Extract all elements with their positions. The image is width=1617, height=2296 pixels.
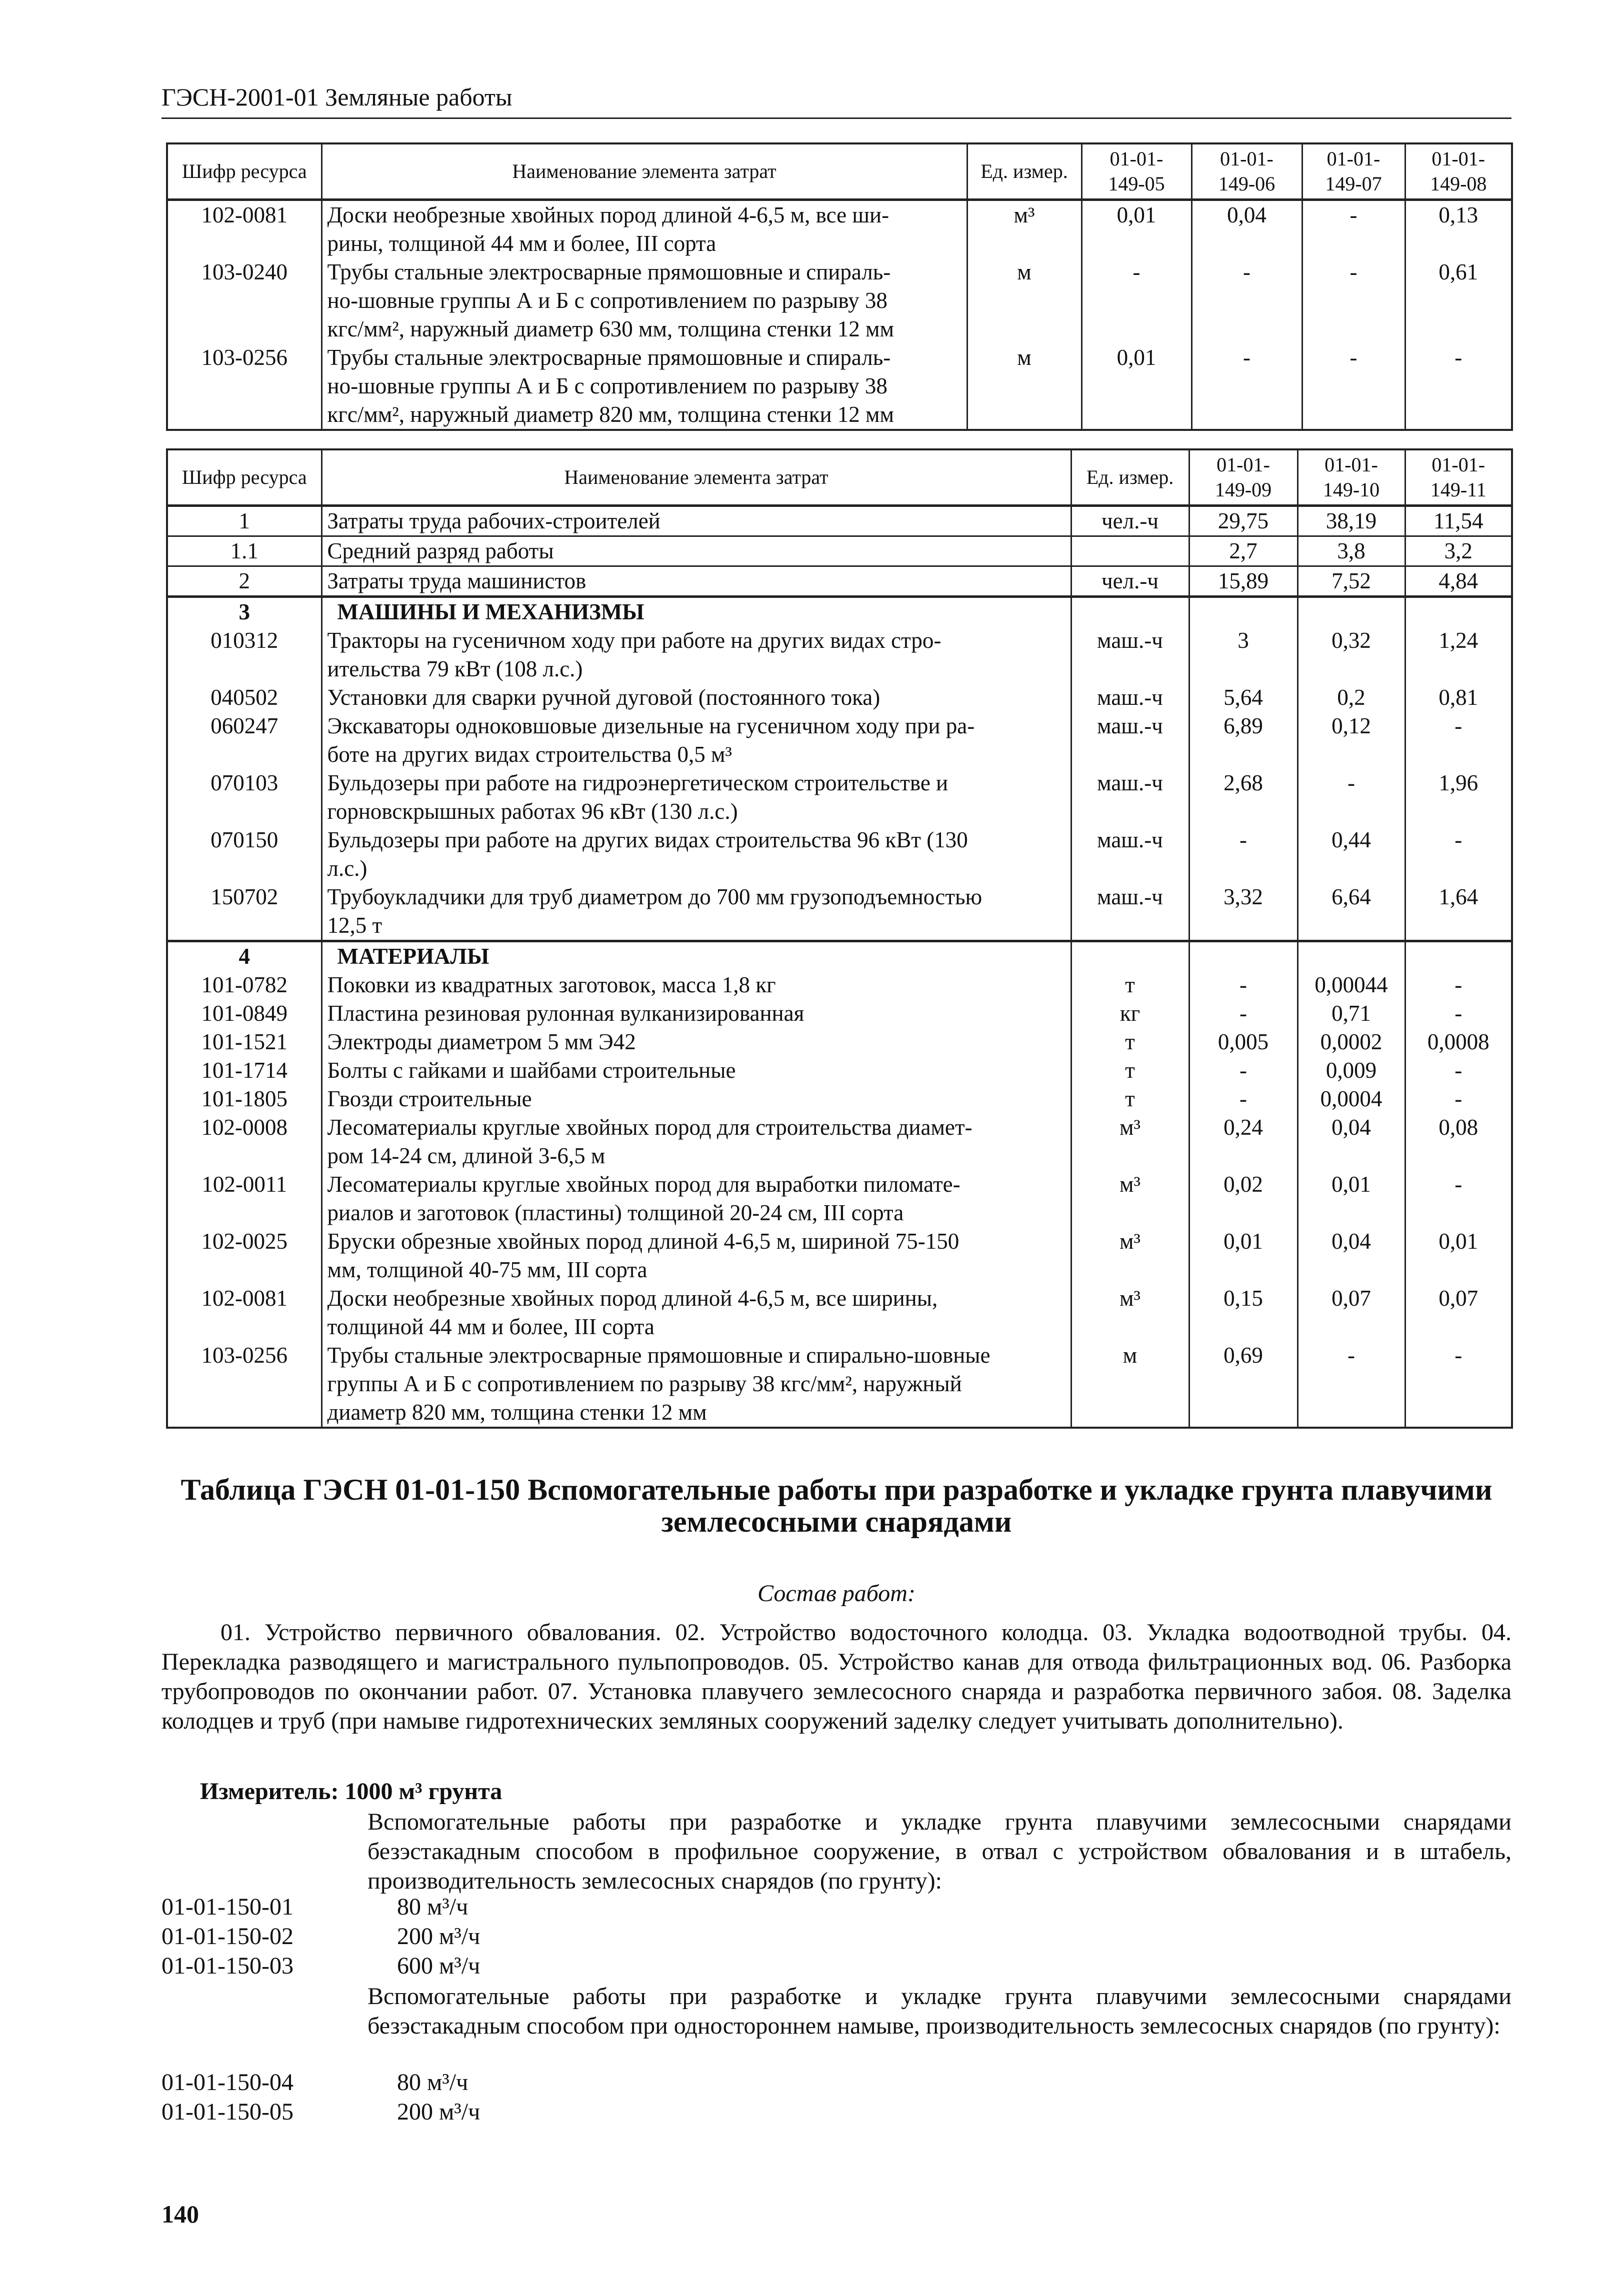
value-cell: - — [1405, 1085, 1512, 1113]
unit: маш.-ч — [1071, 769, 1189, 826]
unit: т — [1071, 1085, 1189, 1113]
value-cell: - — [1298, 769, 1405, 826]
unit: м — [1071, 1341, 1189, 1428]
resource-code: 102-0081 — [167, 1284, 322, 1341]
value-cell: 0,04 — [1192, 200, 1302, 258]
cost-element-name: Поковки из квадратных заготовок, масса 1,8 кг — [322, 971, 1071, 999]
cost-element-name: Трубоукладчики для труб диаметром до 700 мм грузоподъемностью 12,5 т — [322, 883, 1071, 941]
value-cell: 1,96 — [1405, 769, 1512, 826]
norm-code: 01-01-150-04 — [162, 2069, 294, 2096]
unit: маш.-ч — [1071, 883, 1189, 941]
unit: т — [1071, 971, 1189, 999]
cost-element-name: Трубы стальные электросварные прямошовные и спираль- но-шовные группы А и Б с сопротивлением по разрыву 38 кгс/мм², наружный диаметр 630 мм, толщина стенки 12 мм — [322, 258, 967, 343]
unit — [1071, 597, 1189, 627]
table-row — [167, 566, 1512, 597]
value-cell: 0,005 — [1189, 1028, 1298, 1056]
resource-code: 102-0008 — [167, 1113, 322, 1170]
unit: м³ — [1071, 1113, 1189, 1170]
resource-code: 102-0081 — [167, 200, 322, 258]
resource-code: 040502 — [167, 683, 322, 712]
norm-item — [162, 2069, 468, 2096]
value-cell: 0,01 — [1298, 1170, 1405, 1227]
value-cell: - — [1405, 343, 1512, 430]
unit: м — [967, 258, 1082, 343]
value-cell: 29,75 — [1189, 506, 1298, 536]
column-header: 01-01- 149-07 — [1302, 143, 1405, 200]
column-header: 01-01- 149-05 — [1082, 143, 1192, 200]
unit: м³ — [967, 200, 1082, 258]
value-cell: - — [1189, 999, 1298, 1028]
value-cell: - — [1302, 258, 1405, 343]
table-row — [167, 883, 1512, 941]
value-cell — [1405, 941, 1512, 971]
unit: маш.-ч — [1071, 626, 1189, 683]
norm-value: 80 м³/ч — [397, 2069, 468, 2096]
value-cell: 1,64 — [1405, 883, 1512, 941]
norm-item — [162, 1952, 480, 1980]
resource-code: 070150 — [167, 826, 322, 883]
table-row — [167, 343, 1512, 430]
value-cell: - — [1405, 1341, 1512, 1428]
cost-element-name: Доски необрезные хвойных пород длиной 4-6,5 м, все ши- рины, толщиной 44 мм и более, III сорта — [322, 200, 967, 258]
value-cell: 6,89 — [1189, 712, 1298, 769]
norm-code: 01-01-150-03 — [162, 1953, 294, 1979]
value-cell: 0,01 — [1082, 343, 1192, 430]
resource-code: 102-0011 — [167, 1170, 322, 1227]
table-row — [167, 683, 1512, 712]
value-cell: 0,81 — [1405, 683, 1512, 712]
table-row — [167, 712, 1512, 769]
value-cell: - — [1189, 971, 1298, 999]
composition-label: Состав работ: — [758, 1580, 916, 1607]
value-cell: 0,04 — [1298, 1113, 1405, 1170]
value-cell: - — [1405, 1170, 1512, 1227]
value-cell: - — [1192, 258, 1302, 343]
unit: м — [967, 343, 1082, 430]
cost-element-name: Электроды диаметром 5 мм Э42 — [322, 1028, 1071, 1056]
value-cell: 0,12 — [1298, 712, 1405, 769]
column-header: 01-01- 149-08 — [1405, 143, 1512, 200]
value-cell: 0,02 — [1189, 1170, 1298, 1227]
resource-code: 1.1 — [167, 536, 322, 566]
resource-code: 070103 — [167, 769, 322, 826]
value-cell: 7,52 — [1298, 566, 1405, 597]
page-number: 140 — [162, 2200, 199, 2228]
value-cell: 0,32 — [1298, 626, 1405, 683]
norm-code: 01-01-150-02 — [162, 1923, 294, 1950]
table-row — [167, 1056, 1512, 1085]
resource-code: 010312 — [167, 626, 322, 683]
table-row — [167, 769, 1512, 826]
cost-element-name: Лесоматериалы круглые хвойных пород для выработки пиломате- риалов и заготовок (пластины) толщиной 20-24 см, III сорта — [322, 1170, 1071, 1227]
value-cell — [1189, 597, 1298, 627]
value-cell: 11,54 — [1405, 506, 1512, 536]
norm-code: 01-01-150-01 — [162, 1894, 294, 1920]
norm-value: 200 м³/ч — [397, 1923, 480, 1950]
value-cell — [1405, 597, 1512, 627]
table-row — [167, 200, 1512, 258]
resource-code: 4 — [167, 941, 322, 971]
column-header: Наименование элемента затрат — [322, 143, 967, 200]
unit: маш.-ч — [1071, 826, 1189, 883]
unit: м³ — [1071, 1170, 1189, 1227]
composition-text: 01. Устройство первичного обвалования. 02. Устройство водосточного колодца. 03. Укладка водоотводной трубы. 04. Перекладка разводящего и магистрального пульпопроводов. 05. Устройство канав для отвода фильтрационных вод. 06. Разборка трубопроводов по окончании работ. 07. Установка плавучего землесосного снаряда и разработка первичного забоя. 08. Заделка колодцев и труб (при намыве гидротехнических земляных сооружений заделку следует учитывать дополнительно). — [162, 1619, 1512, 1734]
column-header: 01-01- 149-10 — [1298, 449, 1405, 506]
value-cell: 0,71 — [1298, 999, 1405, 1028]
table-row — [167, 1341, 1512, 1428]
cost-element-name: Доски необрезные хвойных пород длиной 4-6,5 м, все ширины, толщиной 44 мм и более, III сорта — [322, 1284, 1071, 1341]
value-cell: 0,44 — [1298, 826, 1405, 883]
value-cell: 2,7 — [1189, 536, 1298, 566]
unit: кг — [1071, 999, 1189, 1028]
value-cell: 0,08 — [1405, 1113, 1512, 1170]
value-cell: - — [1405, 712, 1512, 769]
column-header: Шифр ресурса — [167, 143, 322, 200]
resource-code: 101-0849 — [167, 999, 322, 1028]
value-cell — [1298, 597, 1405, 627]
value-cell: 3,32 — [1189, 883, 1298, 941]
value-cell: 0,0002 — [1298, 1028, 1405, 1056]
resource-code: 101-1805 — [167, 1085, 322, 1113]
cost-element-name: Бруски обрезные хвойных пород длиной 4-6,5 м, шириной 75-150 мм, толщиной 40-75 мм, III сорта — [322, 1227, 1071, 1284]
column-header: 01-01- 149-06 — [1192, 143, 1302, 200]
resource-table-149-05-08 — [166, 142, 1513, 431]
unit: маш.-ч — [1071, 683, 1189, 712]
value-cell: - — [1302, 343, 1405, 430]
value-cell: 38,19 — [1298, 506, 1405, 536]
norm-item — [162, 1893, 468, 1921]
value-cell: - — [1189, 826, 1298, 883]
table-row — [167, 1227, 1512, 1284]
section-title: Таблица ГЭСН 01-01-150 Вспомогательные работы при разработке и укладке грунта плавучими землесосными снарядами — [180, 1473, 1492, 1538]
table-row — [167, 258, 1512, 343]
value-cell: 0,15 — [1189, 1284, 1298, 1341]
cost-element-name: Трубы стальные электросварные прямошовные и спирально-шовные группы А и Б с сопротивлением по разрыву 38 кгс/мм², наружный диаметр 820 мм, толщина стенки 12 мм — [322, 1341, 1071, 1428]
cost-element-name: Трубы стальные электросварные прямошовные и спираль- но-шовные группы А и Б с сопротивлением по разрыву 38 кгс/мм², наружный диаметр 820 мм, толщина стенки 12 мм — [322, 343, 967, 430]
cost-element-name: Установки для сварки ручной дуговой (постоянного тока) — [322, 683, 1071, 712]
cost-element-name: Средний разряд работы — [322, 536, 1071, 566]
value-cell: 3 — [1189, 626, 1298, 683]
norm-item — [162, 2098, 480, 2126]
column-header: 01-01- 149-11 — [1405, 449, 1512, 506]
unit: м³ — [1071, 1227, 1189, 1284]
value-cell: 0,69 — [1189, 1341, 1298, 1428]
value-cell: - — [1405, 826, 1512, 883]
value-cell: 0,0008 — [1405, 1028, 1512, 1056]
column-header: 01-01- 149-09 — [1189, 449, 1298, 506]
value-cell: - — [1082, 258, 1192, 343]
resource-code: 060247 — [167, 712, 322, 769]
table-row — [167, 1085, 1512, 1113]
cost-element-name: Бульдозеры при работе на гидроэнергетическом строительстве и горновскрышных работах 96 кВт (130 л.с.) — [322, 769, 1071, 826]
column-header: Ед. измер. — [1071, 449, 1189, 506]
resource-code: 2 — [167, 566, 322, 597]
unit: т — [1071, 1056, 1189, 1085]
value-cell — [1189, 941, 1298, 971]
resource-code: 103-0240 — [167, 258, 322, 343]
group2-description: Вспомогательные работы при разработке и укладке грунта плавучими землесосными снарядами безэстакадным способом при одностороннем намыве, производительность землесосных снарядов (по грунту): — [368, 1983, 1512, 2039]
table-row — [167, 626, 1512, 683]
norm-item — [162, 1923, 480, 1950]
table-row — [167, 1284, 1512, 1341]
norm-value: 600 м³/ч — [397, 1953, 480, 1979]
column-header: Наименование элемента затрат — [322, 449, 1071, 506]
resource-code: 3 — [167, 597, 322, 627]
value-cell: 15,89 — [1189, 566, 1298, 597]
resource-code: 102-0025 — [167, 1227, 322, 1284]
value-cell: 0,01 — [1189, 1227, 1298, 1284]
header-divider — [162, 117, 1512, 119]
unit: чел.-ч — [1071, 566, 1189, 597]
value-cell: 0,009 — [1298, 1056, 1405, 1085]
column-header: Шифр ресурса — [167, 449, 322, 506]
norm-code: 01-01-150-05 — [162, 2099, 294, 2125]
value-cell: 6,64 — [1298, 883, 1405, 941]
value-cell: - — [1405, 971, 1512, 999]
unit — [1071, 536, 1189, 566]
value-cell: 0,0004 — [1298, 1085, 1405, 1113]
value-cell: 3,8 — [1298, 536, 1405, 566]
cost-element-name: Экскаваторы одноковшовые дизельные на гусеничном ходу при ра- боте на других видах строительства 0,5 м³ — [322, 712, 1071, 769]
cost-element-name: Гвозди строительные — [322, 1085, 1071, 1113]
value-cell: 1,24 — [1405, 626, 1512, 683]
resource-code: 103-0256 — [167, 343, 322, 430]
cost-element-name: Затраты труда рабочих-строителей — [322, 506, 1071, 536]
table-row — [167, 971, 1512, 999]
norm-value: 200 м³/ч — [397, 2099, 480, 2125]
table-row — [167, 597, 1512, 627]
cost-element-name: Пластина резиновая рулонная вулканизированная — [322, 999, 1071, 1028]
unit: м³ — [1071, 1284, 1189, 1341]
resource-table-149-09-11 — [166, 448, 1513, 1429]
cost-element-name: Лесоматериалы круглые хвойных пород для строительства диамет- ром 14-24 см, длиной 3-6,5 м — [322, 1113, 1071, 1170]
value-cell: 0,00044 — [1298, 971, 1405, 999]
resource-code: 101-1714 — [167, 1056, 322, 1085]
table-row — [167, 826, 1512, 883]
table-row — [167, 999, 1512, 1028]
resource-code: 150702 — [167, 883, 322, 941]
running-head: ГЭСН-2001-01 Земляные работы — [162, 83, 512, 111]
value-cell: 0,04 — [1298, 1227, 1405, 1284]
value-cell: - — [1298, 1341, 1405, 1428]
value-cell: 3,2 — [1405, 536, 1512, 566]
cost-element-name: Тракторы на гусеничном ходу при работе на других видах стро- ительства 79 кВт (108 л.с.) — [322, 626, 1071, 683]
column-header: Ед. измер. — [967, 143, 1082, 200]
table-row — [167, 506, 1512, 536]
cost-element-name: Болты с гайками и шайбами строительные — [322, 1056, 1071, 1085]
value-cell: 0,01 — [1405, 1227, 1512, 1284]
value-cell: - — [1189, 1056, 1298, 1085]
resource-code: 103-0256 — [167, 1341, 322, 1428]
table-row — [167, 536, 1512, 566]
value-cell: - — [1405, 999, 1512, 1028]
value-cell: - — [1189, 1085, 1298, 1113]
value-cell: 0,2 — [1298, 683, 1405, 712]
group1-description: Вспомогательные работы при разработке и укладке грунта плавучими землесосными снарядами безэстакадным способом в профильное сооружение, в отвал с устройством обвалования и в штабель, производительность землесосных снарядов (по грунту): — [368, 1809, 1512, 1894]
cost-element-name: Затраты труда машинистов — [322, 566, 1071, 597]
measure-unit: Измеритель: 1000 м³ грунта — [200, 1778, 502, 1805]
table-row — [167, 1113, 1512, 1170]
norm-value: 80 м³/ч — [397, 1894, 468, 1920]
table-row — [167, 1170, 1512, 1227]
value-cell: 0,24 — [1189, 1113, 1298, 1170]
value-cell: 0,07 — [1298, 1284, 1405, 1341]
value-cell: 5,64 — [1189, 683, 1298, 712]
unit — [1071, 941, 1189, 971]
value-cell: - — [1302, 200, 1405, 258]
cost-element-name: МАТЕРИАЛЫ — [322, 941, 1071, 971]
table-row — [167, 941, 1512, 971]
value-cell: - — [1405, 1056, 1512, 1085]
table-row — [167, 1028, 1512, 1056]
value-cell: 0,13 — [1405, 200, 1512, 258]
resource-code: 1 — [167, 506, 322, 536]
value-cell — [1298, 941, 1405, 971]
unit: чел.-ч — [1071, 506, 1189, 536]
value-cell: 0,01 — [1082, 200, 1192, 258]
cost-element-name: МАШИНЫ И МЕХАНИЗМЫ — [322, 597, 1071, 627]
unit: маш.-ч — [1071, 712, 1189, 769]
value-cell: 0,61 — [1405, 258, 1512, 343]
cost-element-name: Бульдозеры при работе на других видах строительства 96 кВт (130 л.с.) — [322, 826, 1071, 883]
value-cell: - — [1192, 343, 1302, 430]
unit: т — [1071, 1028, 1189, 1056]
value-cell: 2,68 — [1189, 769, 1298, 826]
resource-code: 101-1521 — [167, 1028, 322, 1056]
resource-code: 101-0782 — [167, 971, 322, 999]
value-cell: 0,07 — [1405, 1284, 1512, 1341]
value-cell: 4,84 — [1405, 566, 1512, 597]
